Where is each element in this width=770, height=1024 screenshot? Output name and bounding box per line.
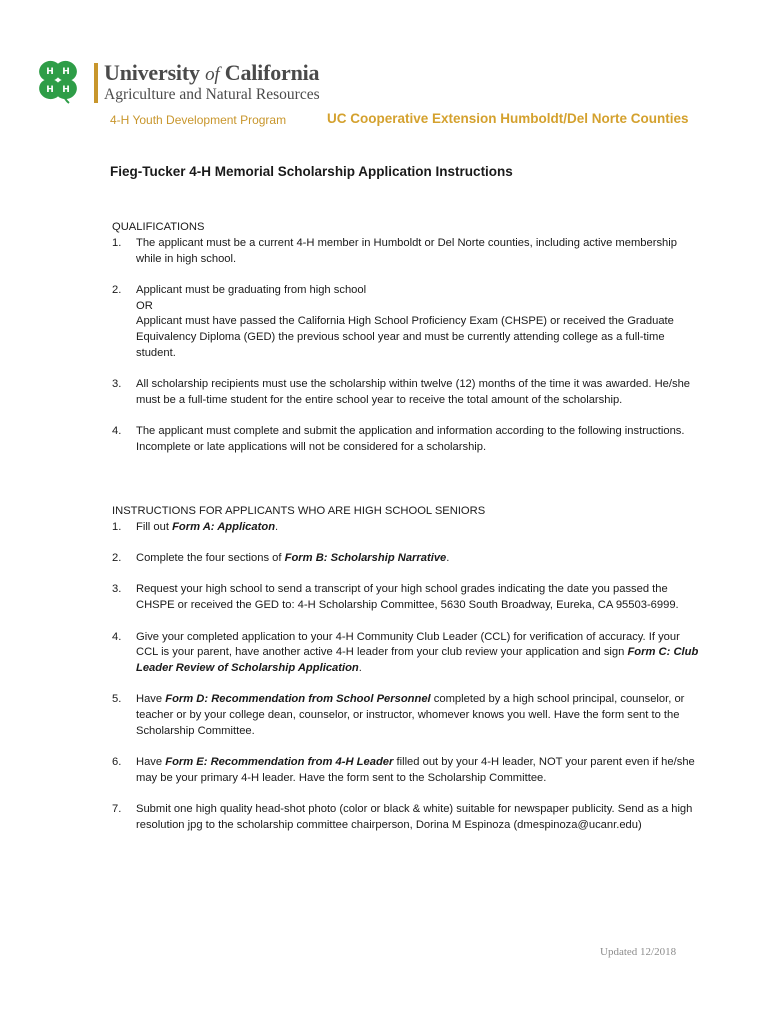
list-item: 4. The applicant must complete and submit the application and information according to the following instructions. Incomplete or late applications will not be considered for a scholarship. xyxy=(112,425,685,454)
qualifications-heading: QUALIFICATIONS xyxy=(112,221,205,233)
svg-text:H: H xyxy=(62,67,70,77)
svg-text:H: H xyxy=(46,67,54,77)
list-item: 3. Request your high school to send a transcript of your high school grades indicating the date you passed the CHSPE or received the GED to: 4-H Scholarship Committee, 5630 South Broadway, Eureka, CA 95503-6999. xyxy=(112,583,679,612)
svg-text:H: H xyxy=(46,85,54,95)
extension-name: UC Cooperative Extension Humboldt/Del Norte Counties xyxy=(327,111,689,126)
instructions-list xyxy=(112,520,702,834)
4-h-clover-icon xyxy=(35,58,81,104)
list-item: 1. The applicant must be a current 4-H member in Humboldt or Del Norte counties, including active membership while in high school. xyxy=(112,236,677,265)
updated-date: Updated 12/2018 xyxy=(600,946,677,958)
program-name: 4-H Youth Development Program xyxy=(110,113,287,127)
list-item: 6. Have Form E: Recommendation from 4-H Leader filled out by your 4-H leader, NOT your parent even if he/she may be your primary 4-H leader. Have the form sent to the Scholarship Committee. xyxy=(112,756,695,785)
university-title: University of California xyxy=(104,60,320,85)
document-body xyxy=(112,220,702,834)
qualifications-list xyxy=(112,236,702,456)
list-item: 2. Applicant must be graduating from high school OR Applicant must have passed the California High School Proficiency Exam (CHSPE) or received the Graduate Equivalency Diploma (GED) the previous school year and must be currently attending college as a full-time student. xyxy=(112,283,674,360)
svg-text:H: H xyxy=(62,85,70,95)
list-item: 4. Give your completed application to your 4-H Community Club Leader (CCL) for verification of accuracy. If your CCL is your parent, have another active 4-H leader from your club review your application and sign Form C: Club Leader Review of Scholarship Application. xyxy=(112,630,699,675)
list-item: 1. Fill out Form A: Applicaton. xyxy=(112,520,279,533)
list-item: 2. Complete the four sections of Form B: Scholarship Narrative. xyxy=(112,552,450,565)
list-item: 7. Submit one high quality head-shot photo (color or black & white) suitable for newspaper publicity. Send as a high resolution jpg to the scholarship committee chairperson, Dorina M Espinoza (dmespinoza@ucanr.edu) xyxy=(112,803,693,832)
list-item: 3. All scholarship recipients must use the scholarship within twelve (12) months of the time it was awarded. He/she must be a full-time student for the entire school year to receive the total amount of the scholarship. xyxy=(112,378,691,407)
brand-divider-bar xyxy=(94,63,98,103)
document-title: Fieg-Tucker 4-H Memorial Scholarship Application Instructions xyxy=(110,164,513,179)
list-item: 5. Have Form D: Recommendation from School Personnel completed by a high school principal, counselor, or teacher or by your college dean, counselor, or instructor, whomever knows you well. Have the form sent to the Scholarship Committee. xyxy=(112,693,685,738)
division-subtitle: Agriculture and Natural Resources xyxy=(104,86,320,103)
instructions-heading: INSTRUCTIONS FOR APPLICANTS WHO ARE HIGH SCHOOL SENIORS xyxy=(112,505,486,518)
